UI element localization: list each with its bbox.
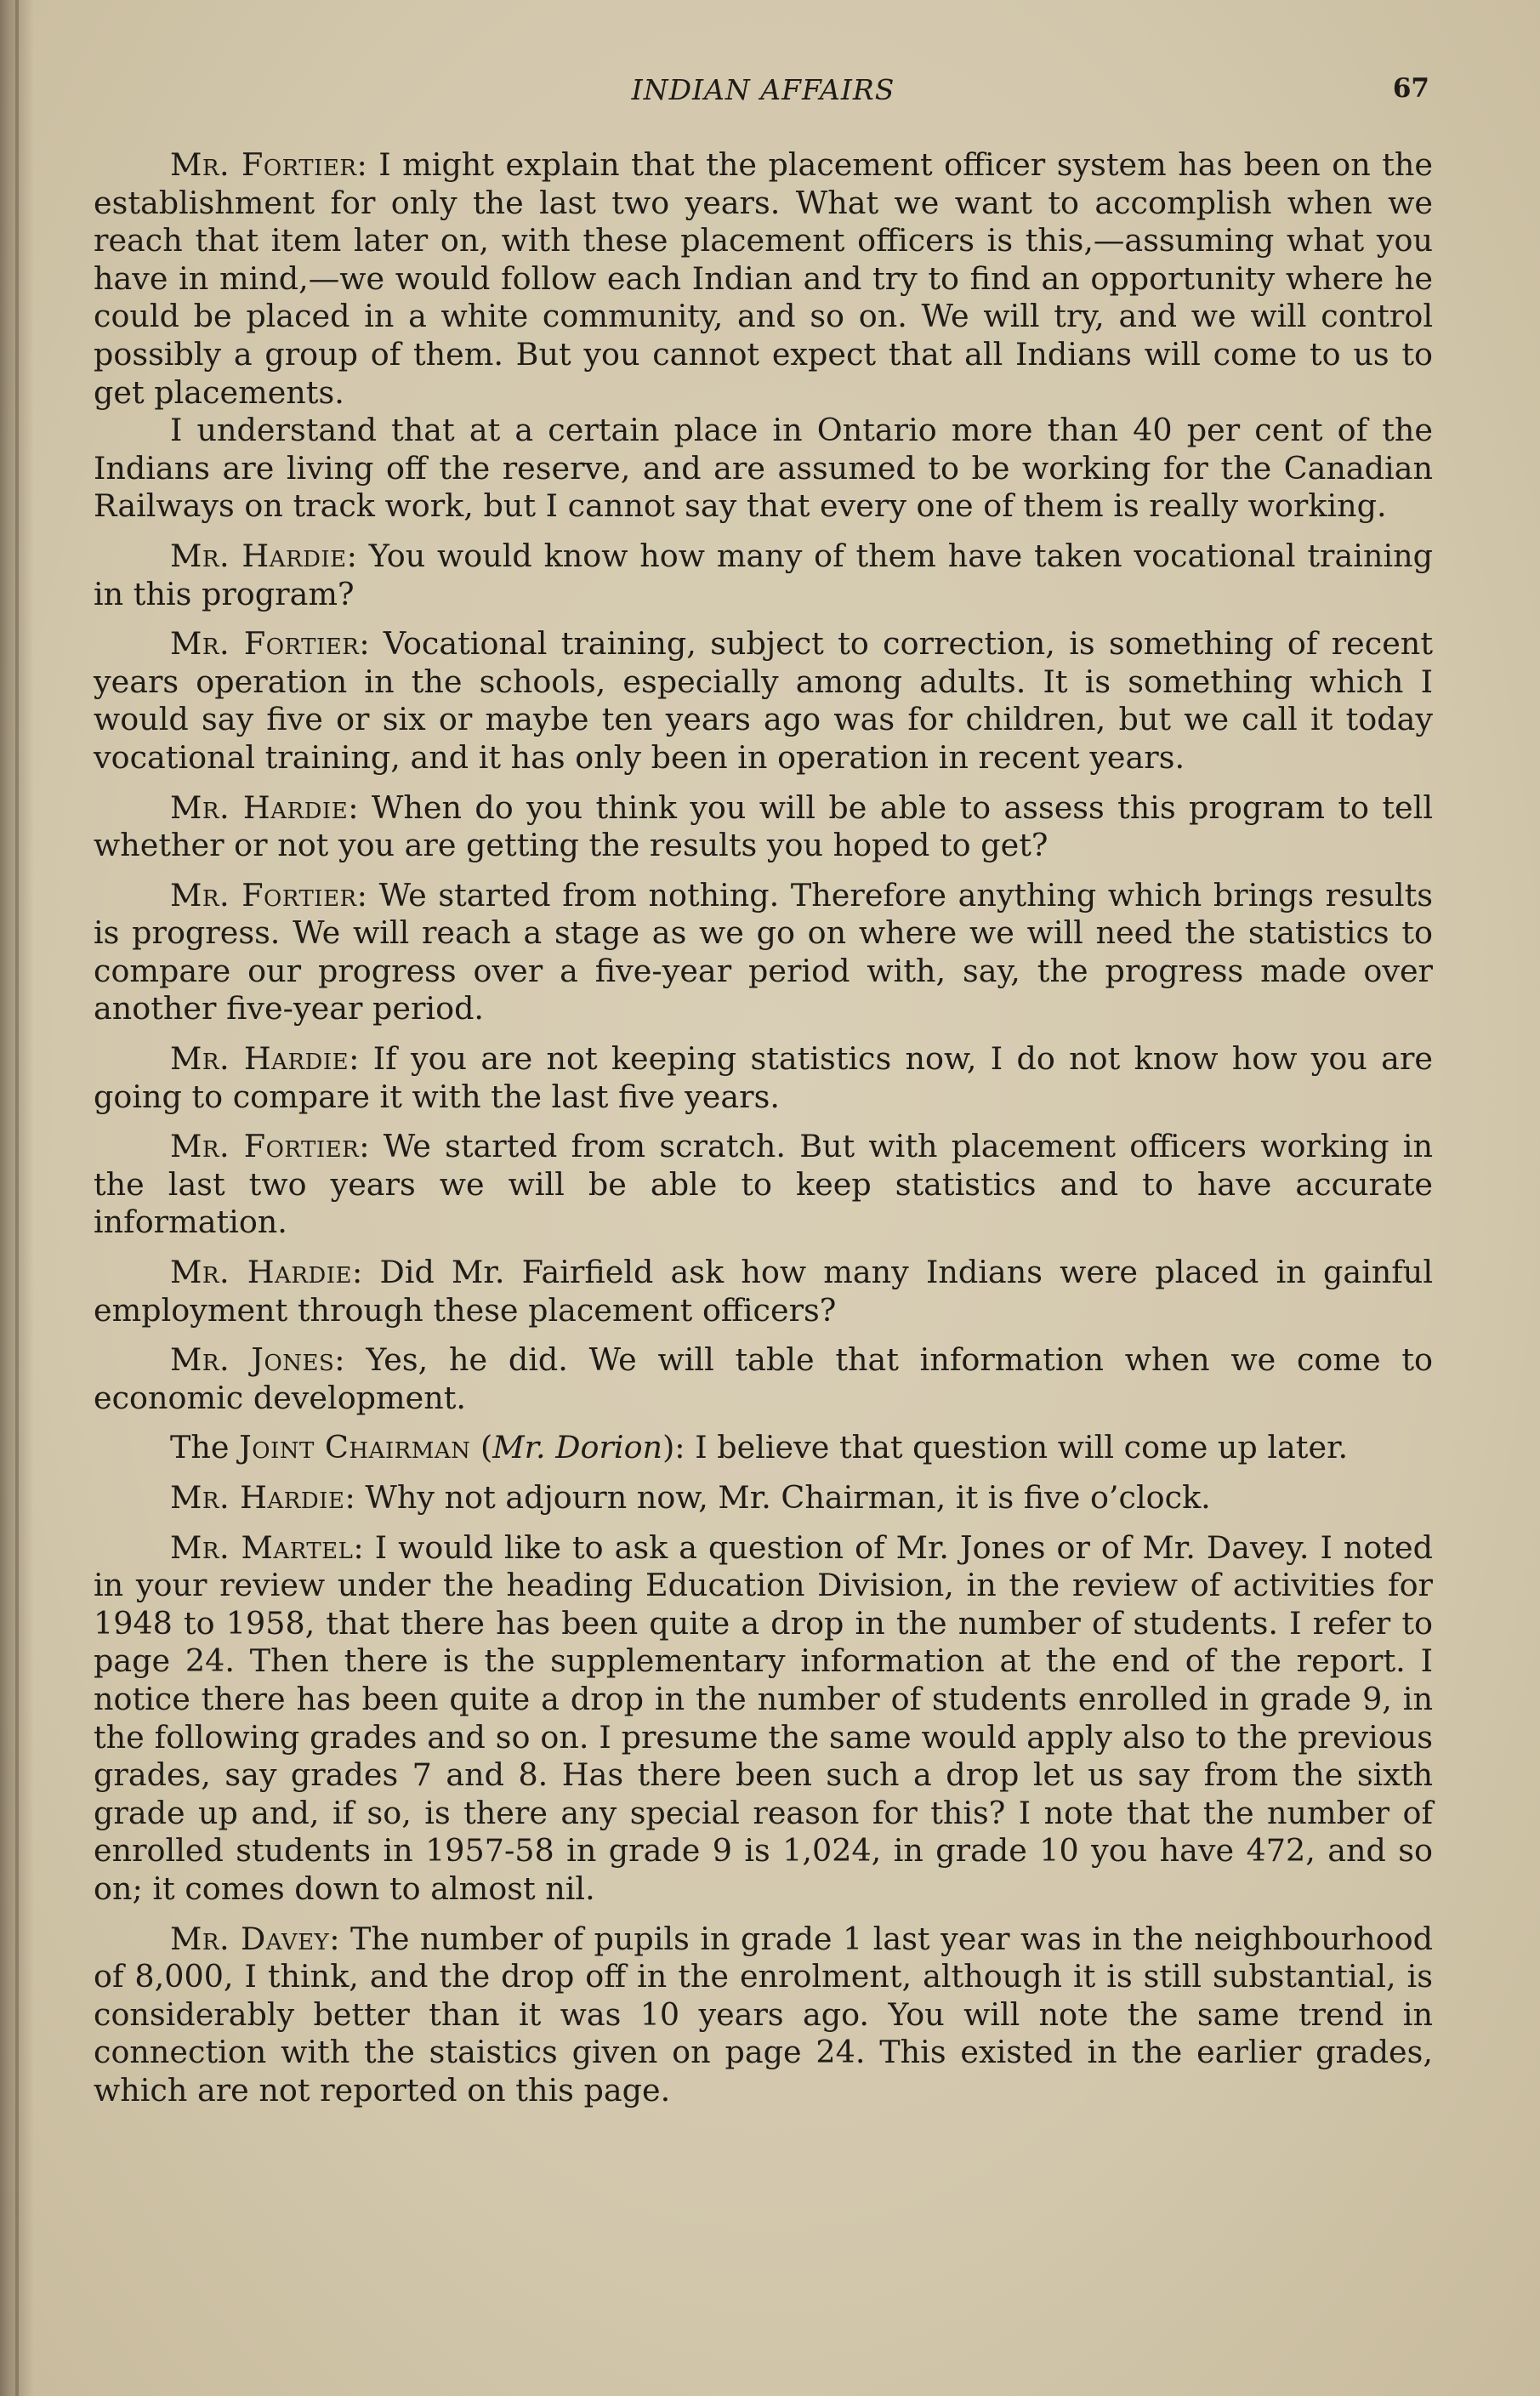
paragraph: I understand that at a certain place in Ontario more than 40 per cent of the Indians are living off the reserve, and are assumed to be working for the Canadian Railways on track work, but I cannot say that every one of them is really working.	[94, 412, 1433, 525]
paragraph: Mr. Hardie: If you are not keeping statistics now, I do not know how you are going to compare it with the last five years.	[94, 1040, 1433, 1115]
running-header	[94, 73, 1433, 116]
paragraph: Mr. Hardie: Why not adjourn now, Mr. Chairman, it is five o’clock.	[170, 1479, 1211, 1516]
speaker-name: Mr. Fortier	[170, 146, 357, 183]
transcript-body	[94, 146, 1433, 2122]
speaker-name: Mr. Hardie	[170, 788, 349, 826]
speaker-name: Mr. Hardie	[170, 1479, 345, 1516]
paragraph: Mr. Fortier: We started from scratch. But with placement officers working in the last two years we will be able to keep statistics and to have accurate information.	[94, 1128, 1433, 1241]
speaker-name: Mr. Hardie	[170, 537, 347, 574]
speaker-name: Mr. Fortier	[170, 876, 357, 913]
speaker-name: Mr. Martel	[170, 1528, 354, 1566]
running-title: INDIAN AFFAIRS	[631, 73, 895, 106]
paragraph: Mr. Hardie: When do you think you will be able to assess this program to tell whether or not you are getting the results you hoped to get?	[94, 788, 1433, 864]
speaker-name: Mr. Hardie	[170, 1040, 349, 1078]
paragraph: The Joint Chairman (Mr. Dorion): I believe that question will come up later.	[170, 1429, 1349, 1466]
paragraph: Mr. Davey: The number of pupils in grade 1 last year was in the neighbourhood of 8,000, I think, and the drop off in the enrolment, although it is still substantial, is considerably better than it was 10 years ago. You will note the same trend in connection with the staistics given on page 24. This existed in the earlier grades, which are not reported on this page.	[94, 1920, 1433, 2109]
page-number: 67	[1392, 73, 1429, 104]
paragraph: Mr. Martel: I would like to ask a question of Mr. Jones or of Mr. Davey. I noted in your review under the heading Education Division, in the review of activities for 1948 to 1958, that there has been quite a drop in the number of students. I refer to page 24. Then there is the supplementary information at the end of the report. I notice there has been quite a drop in the number of students enrolled in grade 9, in the following grades and so on. I presume the same would apply also to the previous grades, say grades 7 and 8. Has there been such a drop let us say from the sixth grade up and, if so, is there any special reason for this? I note that the number of enrolled students in 1957-58 in grade 9 is 1,024, in grade 10 you have 472, and so on; it comes down to almost nil.	[94, 1528, 1433, 1907]
speaker-name: Mr. Davey	[170, 1920, 330, 1957]
paragraph: Mr. Fortier: Vocational training, subject to correction, is something of recent years operation in the schools, especially among adults. It is something which I would say five or six or maybe ten years ago was for children, but we call it today vocational training, and it has only been in operation in recent years.	[94, 625, 1433, 776]
paragraph: Mr. Fortier: We started from nothing. Therefore anything which brings results is progress. We will reach a stage as we go on where we will need the statistics to compare our progress over a five-year period with, say, the progress made over another five-year period.	[94, 876, 1433, 1027]
binding-edge	[15, 0, 19, 2396]
paragraph: Mr. Fortier: I might explain that the placement officer system has been on the establishment for only the last two years. What we want to accomplish when we reach that item later on, with these placement officers is this,—assuming what you have in mind,—we would follow each Indian and try to find an opportunity where he could be placed in a white community, and so on. We will try, and we will control possibly a group of them. But you cannot expect that all Indians will come to us to get placements.	[94, 146, 1433, 411]
speaker-name: Mr. Hardie	[170, 1254, 353, 1291]
speaker-name: Mr. Jones	[170, 1341, 335, 1379]
chair-name: Mr. Dorion	[492, 1429, 663, 1466]
speaker-name: Joint Chairman	[239, 1429, 471, 1466]
speaker-name: Mr. Fortier	[170, 1128, 360, 1165]
paragraph: Mr. Hardie: You would know how many of them have taken vocational training in this program?	[94, 537, 1433, 612]
paragraph: Mr. Hardie: Did Mr. Fairfield ask how many Indians were placed in gainful employment through these placement officers?	[94, 1254, 1433, 1329]
paragraph: Mr. Jones: Yes, he did. We will table that information when we come to economic development.	[94, 1341, 1433, 1416]
speaker-name: Mr. Fortier	[170, 625, 360, 663]
